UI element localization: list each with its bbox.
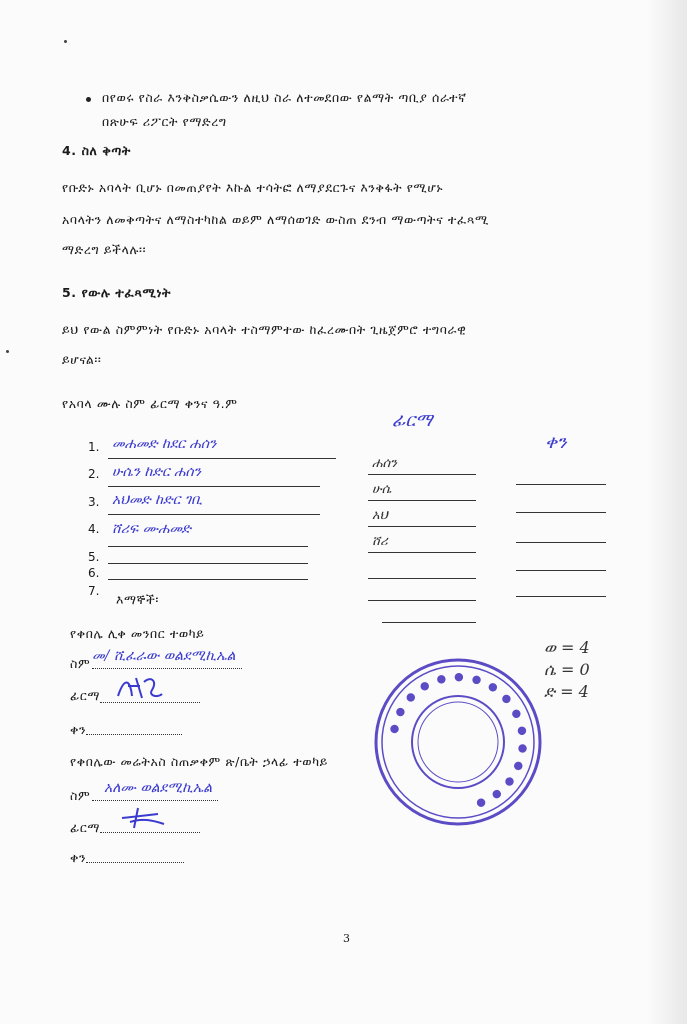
approver1-signature-label: ፊርማ [70,688,101,703]
row-number: 5. [88,550,100,564]
member-signature: አህ [372,508,388,523]
date-line [516,512,606,513]
approver2-signature-label: ፊርማ [70,820,101,835]
tally-line: ወ = 4 [544,638,590,657]
name-line [108,563,308,564]
name-line [108,514,320,515]
row-number: 1. [88,440,100,454]
approver2-name-label: ስም [70,788,91,803]
witnesses-label: እማኞች፡ [116,592,159,607]
column-label-signature: ፊርማ [392,410,433,431]
name-line [108,458,336,459]
member-signature: ሐሰን [372,456,397,471]
approver2-signature-line [100,832,200,833]
row-number: 6. [88,566,100,580]
member-name: አህመድ ከድር ገቢ [112,492,203,508]
name-line [108,579,308,580]
row-number: 3. [88,495,100,509]
signature-line [368,474,476,475]
approver1-signature-line [100,702,200,703]
row-number: 4. [88,522,100,536]
member-signature: ሸሪ [372,534,388,549]
row-number: 7. [88,584,100,598]
member-signature: ሁሴ [372,482,392,497]
paragraph-line: ይህ የውል ስምምነት የቡድኑ አባላት ተስማምተው ከፈረሙበት ጊዜጀምሮ ተግባራዊ [62,322,467,337]
member-name: መሐመድ ከደር ሐሰን [112,436,217,452]
row-number: 2. [88,467,100,481]
name-line [108,486,320,487]
paragraph-line: ማድረግ ይችላሉ፡፡ [62,242,147,257]
approver2-name-line [92,800,218,801]
date-line [516,484,606,485]
approver2-date-label: ቀን [70,850,87,865]
column-label-date: ቀን [545,432,567,453]
signature-line [368,600,476,601]
approver2-signature-scribble [118,806,168,830]
approver2-heading: የቀበሌው መሬትአስ ስጠቃቀም ጽ/ቤት ኃላፊ ተወካይ [70,754,328,769]
paragraph-line: ይሆናል፡፡ [62,352,102,367]
official-stamp-seal [372,656,544,828]
page-number: 3 [343,932,350,945]
member-name: ሁሴን ከድር ሐሰን [112,464,201,480]
signature-line [368,500,476,501]
svg-text:● ● ● ● ● ● ● ● ● ● ● ● ● ● ●: ● ● ● ● ● ● ● ● ● ● ● ● ● ● ● ● [386,669,531,812]
approver1-date-line [86,734,182,735]
date-line [516,596,606,597]
signature-line [382,622,476,623]
signature-line [368,552,476,553]
approver1-heading: የቀበሌ ሊቀ መንበር ተወካይ [70,626,205,641]
approver1-date-label: ቀን [70,722,87,737]
signature-line [368,578,476,579]
bullet-text-line: በጽሁፍ ሪፖርት የማድረግ [102,114,227,129]
scan-speck [64,40,67,43]
paragraph-line: የቡድኑ አባላት ቢሆኑ በመጠያየት እኩል ተሳትፎ ለማያደርጉና እንቅፋት የሚሆኑ [62,180,444,195]
scan-speck [6,350,9,353]
approver1-signature-scribble [114,674,164,702]
tally-line: ድ = 4 [544,682,589,701]
section-heading-applicability: 5. የውሉ ተፈጻሚነት [62,285,172,300]
approver2-name: አለሙ ወልደሚኪኤል [104,780,213,796]
scan-edge-shadow [647,0,687,1024]
paragraph-line: አባላትን ለመቅጣትና ለማስተካከል ወይም ለማሰወገድ ውስጠ ደንብ ማውጣትና ተፈጻሚ [62,212,489,227]
bullet-point [86,97,91,102]
section-heading-penalty: 4. ስለ ቅጣት [62,143,131,158]
signature-line [368,526,476,527]
members-header: የአባላ ሙሉ ስም ፊርማ ቀንና ዓ.ም [62,396,238,411]
approver1-name-label: ስም [70,656,91,671]
approver1-name-line [92,668,242,669]
tally-line: ሴ = 0 [544,660,590,679]
date-line [516,570,606,571]
bullet-text-line: በየወሩ የስራ እንቅስቃሴውን ለዚህ ስራ ለተመደበው የልማት ጣቢያ ሰራተኛ [102,90,467,105]
member-name: ሸሪፍ ሙሐመድ [112,521,191,537]
name-line [108,546,308,547]
date-line [516,542,606,543]
approver1-name: መ/ ሺፈራው ወልደሚኪኤል [92,648,236,664]
approver2-date-line [86,862,184,863]
